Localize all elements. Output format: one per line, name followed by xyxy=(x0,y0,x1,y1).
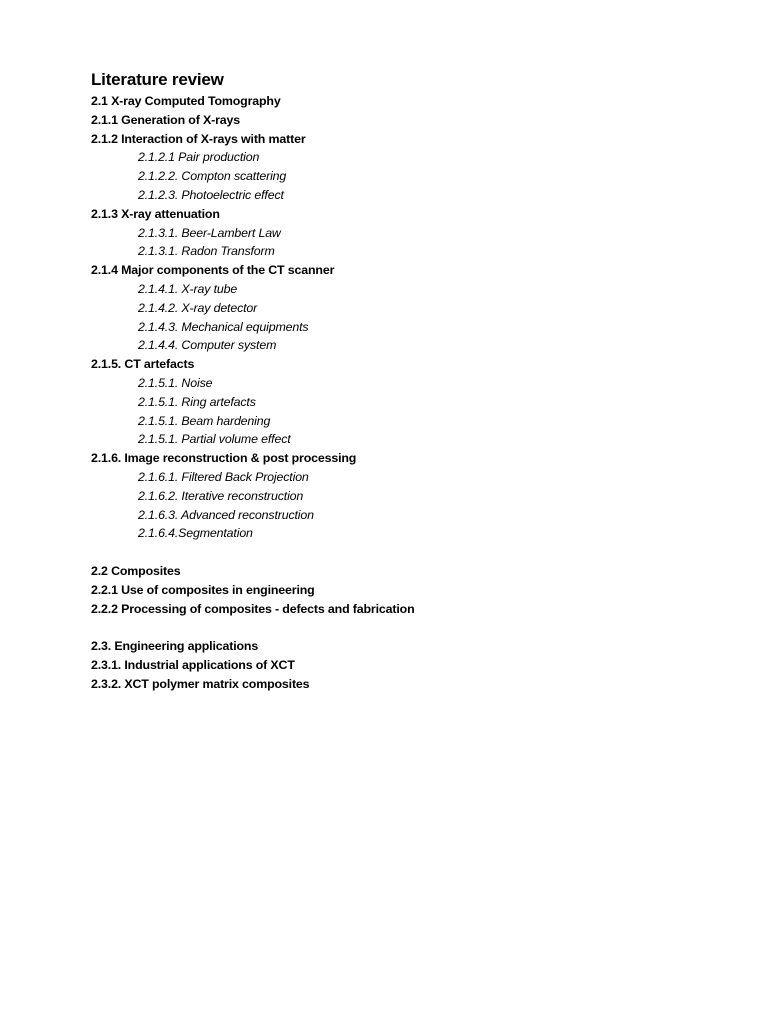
section-heading: 2.1.1 Generation of X-rays xyxy=(91,112,240,127)
section-heading: 2.1.6. Image reconstruction & post processing xyxy=(91,451,357,466)
subsection-entry: 2.1.2.2. Compton scattering xyxy=(138,169,287,184)
section-heading: 2.3.2. XCT polymer matrix composites xyxy=(91,676,310,691)
section-heading: 2.1 X-ray Computed Tomography xyxy=(91,94,281,108)
table-of-contents xyxy=(91,92,691,694)
subsection-entry: 2.1.2.1 Pair production xyxy=(138,150,260,165)
subsection-entry: 2.1.2.3. Photoelectric effect xyxy=(138,187,284,202)
section-heading: 2.3.1. Industrial applications of XCT xyxy=(91,657,295,672)
subsection-entry: 2.1.5.1. Ring artefacts xyxy=(138,394,256,409)
section-heading: 2.3. Engineering applications xyxy=(91,639,259,654)
subsection-entry: 2.1.4.1. X-ray tube xyxy=(138,281,238,296)
subsection-entry: 2.1.3.1. Beer-Lambert Law xyxy=(138,225,281,240)
subsection-entry: 2.1.4.4. Computer system xyxy=(138,338,277,353)
section-heading: 2.1.2 Interaction of X-rays with matter xyxy=(91,131,306,146)
section-heading: 2.1.3 X-ray attenuation xyxy=(91,206,220,221)
subsection-entry: 2.1.6.2. Iterative reconstruction xyxy=(138,488,304,503)
subsection-entry: 2.1.4.3. Mechanical equipments xyxy=(138,319,309,334)
section-heading: 2.2.1 Use of composites in engineering xyxy=(91,582,315,597)
subsection-entry: 2.1.5.1. Beam hardening xyxy=(138,413,271,428)
section-heading: 2.2.2 Processing of composites - defects and fabrication xyxy=(91,601,415,616)
section-heading: 2.1.4 Major components of the CT scanner xyxy=(91,263,335,278)
subsection-entry: 2.1.4.2. X-ray detector xyxy=(138,300,258,315)
subsection-entry: 2.1.6.4.Segmentation xyxy=(138,526,253,541)
blank-line xyxy=(91,543,691,562)
page-title: Literature review xyxy=(91,70,224,89)
subsection-entry: 2.1.6.3. Advanced reconstruction xyxy=(138,507,314,522)
subsection-entry: 2.1.5.1. Partial volume effect xyxy=(138,432,291,447)
blank-line xyxy=(91,618,691,637)
subsection-entry: 2.1.3.1. Radon Transform xyxy=(138,244,275,259)
subsection-entry: 2.1.5.1. Noise xyxy=(138,375,213,390)
section-heading: 2.1.5. CT artefacts xyxy=(91,357,195,372)
subsection-entry: 2.1.6.1. Filtered Back Projection xyxy=(138,469,309,484)
section-heading: 2.2 Composites xyxy=(91,563,181,578)
